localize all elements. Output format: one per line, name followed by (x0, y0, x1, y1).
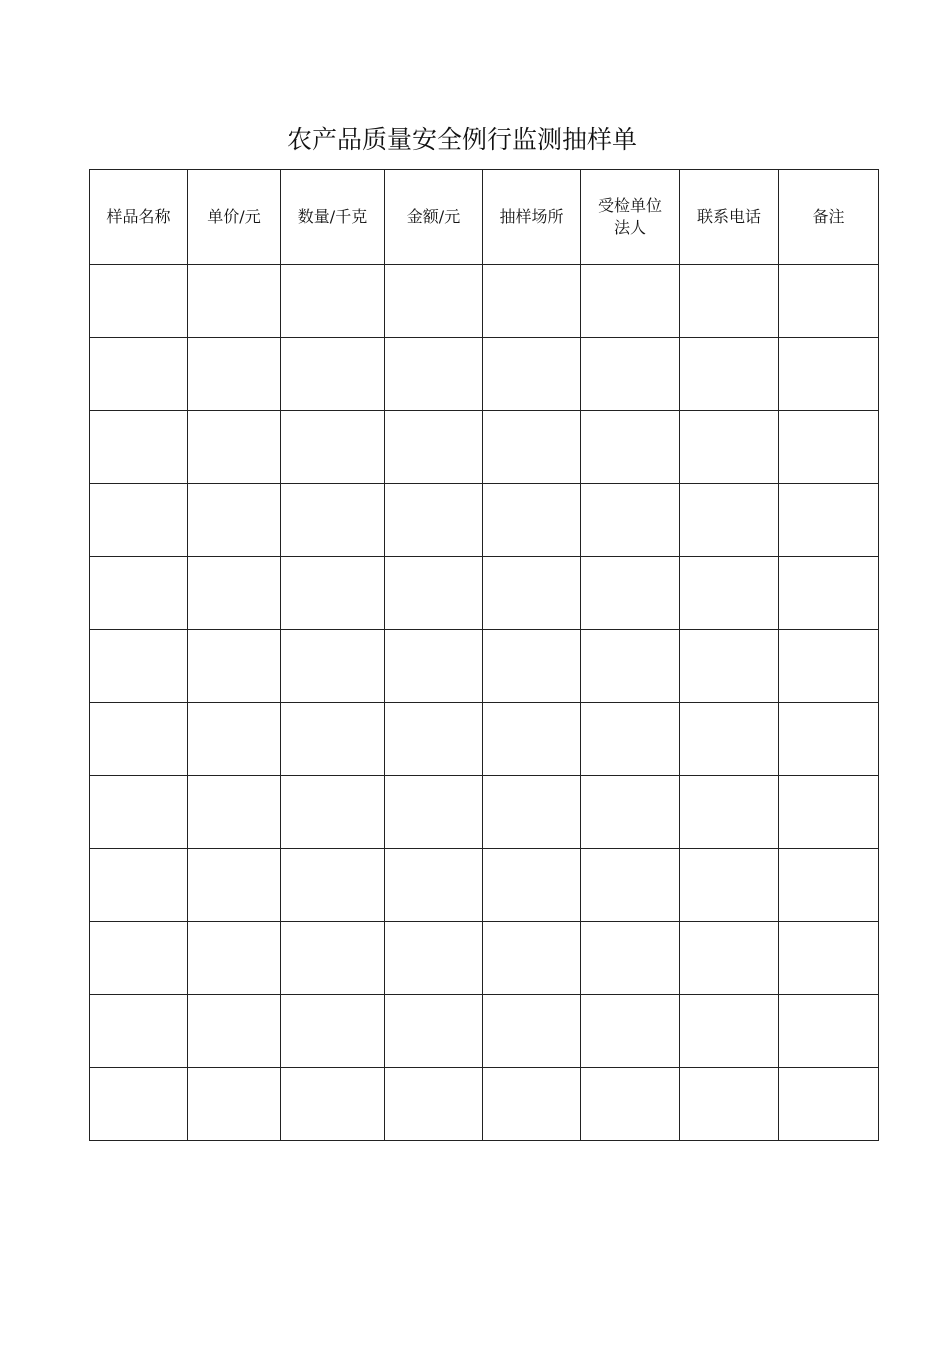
header-inspected-unit-legal-person: 受检单位法人 (581, 170, 680, 265)
table-cell[interactable] (581, 557, 680, 630)
table-cell[interactable] (483, 265, 581, 338)
table-cell[interactable] (90, 776, 188, 849)
table-cell[interactable] (281, 776, 385, 849)
table-cell[interactable] (90, 703, 188, 776)
table-cell[interactable] (680, 1068, 779, 1141)
table-cell[interactable] (90, 557, 188, 630)
table-cell[interactable] (680, 265, 779, 338)
table-cell[interactable] (680, 484, 779, 557)
table-cell[interactable] (680, 338, 779, 411)
header-unit-price: 单价/元 (188, 170, 281, 265)
table-cell[interactable] (779, 484, 879, 557)
table-cell[interactable] (680, 557, 779, 630)
table-cell[interactable] (680, 776, 779, 849)
table-cell[interactable] (281, 995, 385, 1068)
table-cell[interactable] (483, 1068, 581, 1141)
table-cell[interactable] (281, 265, 385, 338)
table-cell[interactable] (385, 922, 483, 995)
table-row (90, 484, 879, 557)
table-cell[interactable] (779, 1068, 879, 1141)
table-cell[interactable] (581, 703, 680, 776)
table-cell[interactable] (779, 338, 879, 411)
table-row (90, 1068, 879, 1141)
header-sample-name: 样品名称 (90, 170, 188, 265)
table-cell[interactable] (680, 630, 779, 703)
table-cell[interactable] (680, 703, 779, 776)
table-cell[interactable] (779, 411, 879, 484)
table-cell[interactable] (581, 922, 680, 995)
table-cell[interactable] (385, 995, 483, 1068)
table-cell[interactable] (680, 411, 779, 484)
table-cell[interactable] (581, 411, 680, 484)
table-cell[interactable] (90, 411, 188, 484)
table-cell[interactable] (483, 849, 581, 922)
table-cell[interactable] (779, 922, 879, 995)
table-cell[interactable] (385, 776, 483, 849)
table-cell[interactable] (281, 411, 385, 484)
table-cell[interactable] (483, 995, 581, 1068)
table-cell[interactable] (188, 1068, 281, 1141)
table-cell[interactable] (779, 557, 879, 630)
table-cell[interactable] (281, 703, 385, 776)
table-cell[interactable] (680, 922, 779, 995)
header-contact-phone: 联系电话 (680, 170, 779, 265)
table-cell[interactable] (188, 849, 281, 922)
table-cell[interactable] (483, 776, 581, 849)
table-cell[interactable] (188, 630, 281, 703)
table-cell[interactable] (90, 1068, 188, 1141)
table-cell[interactable] (779, 630, 879, 703)
table-cell[interactable] (779, 776, 879, 849)
table-cell[interactable] (188, 338, 281, 411)
table-cell[interactable] (281, 849, 385, 922)
table-cell[interactable] (581, 265, 680, 338)
table-cell[interactable] (90, 995, 188, 1068)
table-cell[interactable] (483, 703, 581, 776)
table-cell[interactable] (779, 265, 879, 338)
table-cell[interactable] (779, 703, 879, 776)
table-cell[interactable] (581, 995, 680, 1068)
table-cell[interactable] (188, 265, 281, 338)
document-title: 农产品质量安全例行监测抽样单 (286, 125, 637, 154)
header-remarks: 备注 (779, 170, 879, 265)
table-cell[interactable] (281, 1068, 385, 1141)
table-row (90, 338, 879, 411)
table-cell[interactable] (385, 411, 483, 484)
table-cell[interactable] (483, 484, 581, 557)
header-row (90, 170, 879, 265)
table-row (90, 995, 879, 1068)
table-cell[interactable] (90, 922, 188, 995)
table-cell[interactable] (188, 995, 281, 1068)
table-cell[interactable] (385, 484, 483, 557)
table-cell[interactable] (281, 630, 385, 703)
table-cell[interactable] (581, 484, 680, 557)
table-cell[interactable] (188, 776, 281, 849)
table-cell[interactable] (680, 849, 779, 922)
table-cell[interactable] (581, 849, 680, 922)
header-sampling-site: 抽样场所 (483, 170, 581, 265)
table-cell[interactable] (483, 411, 581, 484)
table-cell[interactable] (385, 703, 483, 776)
table-cell[interactable] (483, 630, 581, 703)
table-cell[interactable] (483, 338, 581, 411)
table-cell[interactable] (90, 338, 188, 411)
table-cell[interactable] (581, 776, 680, 849)
table-row (90, 630, 879, 703)
table-cell[interactable] (188, 922, 281, 995)
table-cell[interactable] (779, 995, 879, 1068)
table-cell[interactable] (581, 1068, 680, 1141)
table-cell[interactable] (188, 703, 281, 776)
table-row (90, 703, 879, 776)
table-cell[interactable] (90, 265, 188, 338)
header-amount: 金额/元 (385, 170, 483, 265)
table-cell[interactable] (188, 411, 281, 484)
table-row (90, 265, 879, 338)
table-cell[interactable] (385, 630, 483, 703)
table-row (90, 849, 879, 922)
table-cell[interactable] (385, 265, 483, 338)
table-cell[interactable] (188, 557, 281, 630)
table-cell[interactable] (281, 484, 385, 557)
table-cell[interactable] (385, 557, 483, 630)
table-cell[interactable] (680, 995, 779, 1068)
table-row (90, 776, 879, 849)
table-cell[interactable] (90, 630, 188, 703)
table-cell[interactable] (188, 484, 281, 557)
table-cell[interactable] (281, 557, 385, 630)
table-row (90, 411, 879, 484)
table-cell[interactable] (483, 557, 581, 630)
table-cell[interactable] (385, 849, 483, 922)
table-cell[interactable] (385, 338, 483, 411)
table-row (90, 922, 879, 995)
table-cell[interactable] (581, 338, 680, 411)
table-cell[interactable] (281, 338, 385, 411)
table-row (90, 557, 879, 630)
table-cell[interactable] (90, 484, 188, 557)
table-cell[interactable] (779, 849, 879, 922)
table-cell[interactable] (385, 1068, 483, 1141)
table-cell[interactable] (581, 630, 680, 703)
sampling-table (89, 169, 879, 1141)
table-cell[interactable] (90, 849, 188, 922)
table-cell[interactable] (281, 922, 385, 995)
table-cell[interactable] (483, 922, 581, 995)
header-quantity: 数量/千克 (281, 170, 385, 265)
